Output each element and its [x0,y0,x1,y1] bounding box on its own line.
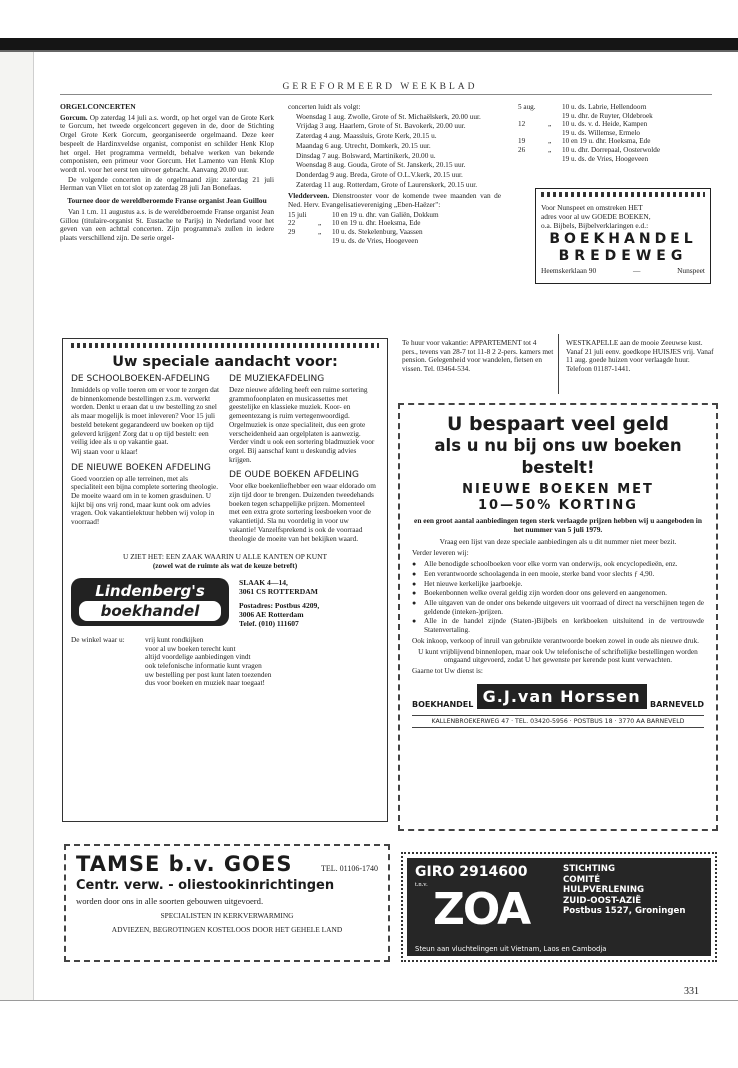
lindenberg-closing-item: altijd voordelige aanbiedingen vindt [145,652,251,662]
bredeweg-advertisement [535,188,711,284]
lindenberg-tagline-2: (zowel wat de ruimte als wat de keuze betreft) [152,561,298,571]
page-bottom-edge [0,1000,738,1001]
lindenberg-address-block [239,578,319,628]
classified-ad-2: WESTKAPELLE aan de mooie Zeeuwse kust. Vanaf 21 juli eenv. goedkope HUISJES vrij. Vanaf 11 aug. goede huizen voor verlaagde huur. Telefoon 01187-1441. [566,338,714,374]
horssen-binnenlopen: U kunt vrijblijvend binnenlopen, maar ook Uw telefonische of schriftelijke bestellingen worden omgaand uitgevoerd, zodat U het gewenste per kerende post kunt verwachten. [418,646,698,665]
vledderveen-lead: Vledderveen. [288,191,330,201]
roster-mark [548,103,562,112]
concert-item: Zaterdag 11 aug. Rotterdam, Grote of Laurenskerk, 20.15 uur. [296,179,478,189]
bredeweg-address-row [541,266,705,275]
tamse-line-1: Centr. verw. - oliestookinrichtingen [76,878,335,893]
tamse-title-row [76,852,378,876]
tamse-phone: TEL. 01106-1740 [320,864,378,873]
lindenberg-logo [71,578,229,626]
lindenberg-logo-bottom: boekhandel [79,601,221,621]
horssen-service-item: ● Boekenbonnen welke overal geldig zijn worden door ons geleverd en aangenomen. [412,589,704,598]
vledderveen-paragraph [288,192,501,209]
concert-item: Zaterdag 4 aug. Maassluis, Grote Kerk, 20.15 u. [296,131,437,141]
horssen-intro: en een groot aantal aanbiedingen tegen sterk verlaagde prijzen hebben wij u aangeboden in het nummer van 5 juli 1979. [414,516,702,534]
roster-entry: 10 u. dhr. Dorrepaal, Oosterwolde [562,145,661,154]
roster-mark: „ [548,137,552,146]
horssen-logo-right: BARNEVELD [649,699,704,709]
bredeweg-name-1: BOEKHANDEL [549,231,697,247]
roster-date: 22 [288,219,296,228]
bredeweg-city: Nunspeet [677,266,705,275]
horssen-service-item: ● Het nieuwe kerkelijke jaarboekje. [412,580,704,589]
roster-entry: 10 u. ds. Labrie, Hellendoorn [562,103,647,111]
roster-entry: 10 en 19 u. dhr. Hoeksma, Ede [562,137,651,146]
horssen-logo-left: BOEKHANDEL [412,699,474,709]
zoa-panel [407,858,711,956]
page-header-title: GEREFORMEERD WEEKBLAD [282,82,478,92]
roster-mark [318,211,332,220]
classified-divider [558,334,559,394]
article-text-1: Op zaterdag 14 juli a.s. wordt, op het orgel van de Grote Kerk te Gorcum, het tweede orgelconcert gegeven in de, door de Stichting Orgel Grote Kerk Gorcum, georganiseerde orgelmaand. Deze keer bespeelt de Hardinxveldse organist, componist en schilder Henk Klop het orgel. Het programma vermeldt, behalve werken van bekende componisten, een primeur voor Gorcum. Het Lamento van Henk Klop wordt nl. voor het eerst ten uitvoer gebracht. Aanvang 20.00 uur. [60,112,274,174]
lindenberg-address-3: Postadres: Postbus 4209, [239,601,320,611]
roster-mark: „ [318,219,322,228]
zoa-giro: GIRO 2914600 [415,864,528,880]
vledderveen-text: Dienstrooster voor de komende twee maanden van de Ned. Herv. Evangelisatievereniging „Eben-Haëzer": [288,191,501,210]
horssen-service-item: ● Een verantwoorde schoolagenda in een mooie, sterke band voor slechts ƒ 4,90. [412,570,704,579]
section-muziek-title: DE MUZIEKAFDELING [229,374,325,384]
article-paragraph-2: De volgende concerten in de orgelmaand zijn: zaterdag 21 juli Herman van Vliet en tot slot op zaterdag 28 juli Jan Bonefaas. [60,174,274,193]
lindenberg-sections [71,374,379,544]
roster-mark [548,112,562,121]
horssen-verder: Verder leveren wij: [412,548,469,558]
roster-mark: „ [548,120,552,129]
article-column-3 [518,103,718,163]
tamse-advertisement [64,844,390,962]
roster-date: 29 [288,227,296,236]
horssen-sub-2: 10—50% KORTING [478,498,638,513]
article-column-1 [60,103,274,244]
roster-date [518,155,548,164]
zoa-footer: Steun aan vluchtelingen uit Vietnam, Laos en Cambodja [415,945,607,953]
roster-entry: 19 u. ds. de Vries, Hoogeveen [562,154,649,163]
zoa-text-block [563,864,685,917]
section-schoolboeken-text: Inmiddels op volle toeren om er voor te zorgen dat de binnenkomende bestellingen z.s.m. verwerkt worden. Denkt u eraan dat u uw bestelling zo snel als maar mogelijk is moet inleveren? Voor 15 juli besteld betekent gegarandeerd uw boeken op tijd geleverd krijgen! Zorg dat u op tijd bestelt: een veilig idee als u op vakantie gaat. [71,385,219,447]
horssen-service-item: ● Alle in de handel zijnde (Staten-)Bijbels en kerkboeken uitsluitend in de vertrouwde Statenvertaling. [412,617,704,634]
classified-ad-1: Te huur voor vakantie: APPARTEMENT tot 4 pers., tevens van 28-7 tot 11-8 2 2-pers. kamers met pension. Gelegenheid voor wandelen, fietsen en vissen. Tel. 03464-534. [402,338,554,374]
lindenberg-closing-list [145,636,271,688]
lindenberg-advertisement [62,338,388,822]
service-roster-1 [288,211,501,245]
article-paragraph-1 [60,114,274,175]
horssen-sub-1: NIEUWE BOEKEN MET [462,482,654,497]
concert-list [288,113,501,190]
page-number: 331 [684,986,699,997]
section-oude-boeken-text: Voor elke boekenliefhebber een waar eldorado om zijn tijd door te brengen. Duizenden tweedehands boeken tegen schappelijke prijzen. Momenteel met een extra grote sortering leesboeken voor de vakantietijd. Sla nu voordelig in voor uw vakantie! Vanzelfsprekend is ook de voorraad theologie de moeite van het bekijken waard. [229,481,376,543]
tamse-name: TAMSE b.v. GOES [76,852,293,876]
bredeweg-line-3: o.a. Bijbels, Bijbelverklaringen e.d.: [541,221,649,230]
roster-date: 19 [518,137,526,146]
roster-mark: „ [548,145,552,154]
article-paragraph-3: Van 1 t.m. 11 augustus a.s. is de wereldberoemde Franse organist Jean Gillou (titulaire-organist St. Eustache te Parijs) in Nederland voor het geven van een achttal concerten. Zijn programma's zullen in iedere plaats verschillend zijn. De serie orgel- [60,206,274,242]
article-paragraph-4: concerten luidt als volgt: [288,102,361,111]
header-rule [60,94,712,95]
article-column-2 [288,103,501,245]
section-nieuwe-boeken-text: Goed voorzien op alle terreinen, met als specialiteit een bijna complete sortering theologie. De moeite waard om in te komen grasduinen. U kijkt bij ons vrij rond, maar kunt ook om advies vragen. Ook vakantielektuur hebben wij volop in voorraad! [71,473,219,527]
roster-mark [548,155,562,164]
horssen-logo-row [412,684,704,709]
horssen-service-item: ● Alle benodigde schoolboeken voor elke vorm van onderwijs, ook encyclopedieën, enz. [412,560,704,569]
horssen-logo-name: G.J.van Horssen [477,684,647,709]
lindenberg-closing-lead: De winkel waar u: [71,635,125,645]
zoa-logo: ZOA [433,884,530,935]
zoa-tnv: t.n.v. [415,881,428,888]
section-oude-boeken-title: DE OUDE BOEKEN AFDELING [229,470,359,481]
lindenberg-closing-item: voor al uw boeken terecht kunt [145,643,236,653]
horssen-headline-1: U bespaart veel geld [446,413,670,435]
horssen-headline-2: als u nu bij ons uw boeken bestelt! [434,436,682,477]
horssen-advertisement [398,403,718,831]
roster-date: 15 juli [288,210,307,219]
roster-mark: „ [318,227,322,236]
roster-date [288,237,318,246]
horssen-service-list [412,560,704,635]
zoa-text-line: COMITÉ [563,874,601,885]
roster-entry: 10 u. ds. Stekelenburg, Vaassen [332,227,423,236]
concert-item: Maandag 6 aug. Utrecht, Domkerk, 20.15 uur. [296,140,431,150]
horssen-address: KALLENBROEKERWEG 47 · TEL. 03420-5956 · POSTBUS 18 · 3770 AA BARNEVELD [412,715,704,728]
scan-edge-shadow [0,50,738,52]
roster-mark [318,237,332,246]
horssen-service-item: ● Alle uitgaven van de onder ons bekende uitgevers uit voorraad of direct na verschijnen tegen de geldende (inteken-)prijzen. [412,599,704,616]
roster-entry: 10 en 19 u. dhr. van Galiën, Dokkum [332,210,439,219]
concert-item: Woensdag 8 aug. Gouda, Grote of St. Janskerk, 20.15 uur. [296,160,466,170]
roster-entry: 10 en 19 u. dhr. Hoeksma, Ede [332,219,421,228]
tamse-line-2: worden door ons in alle soorten gebouwen uitgevoerd. [76,896,264,906]
section-schoolboeken-extra: Wij staan voor u klaar! [71,446,138,456]
tamse-line-4: ADVIEZEN, BEGROTINGEN KOSTELOOS DOOR HET GEHELE LAND [111,925,343,934]
scan-edge-bar [0,38,738,50]
lindenberg-closing-item: ook telefonische informatie kunt vragen [145,661,262,671]
roster-mark [548,129,562,138]
roster-date [518,112,548,121]
horssen-dienst: Gaarne tot Uw dienst is: [412,665,483,675]
zoa-text-line: STICHTING [563,864,616,874]
lindenberg-left-column [71,374,219,544]
concert-item: Vrijdag 3 aug. Haarlem, Grote of St. Bavokerk, 20.00 uur. [296,121,466,131]
concert-item: Dinsdag 7 aug. Bolsward, Martinikerk, 20.00 u. [296,150,436,160]
section-schoolboeken-title: DE SCHOOLBOEKEN-AFDELING [71,374,210,384]
ad-border-pattern [541,192,705,197]
lindenberg-logo-top: Lindenberg's [95,582,205,601]
zoa-text-line: HULPVERLENING [563,885,645,895]
bredeweg-address: Heemskerklaan 90 [541,266,597,275]
tamse-line-3: SPECIALISTEN IN KERKVERWARMING [160,911,294,920]
roster-entry: 19 u. ds. Willemse, Ermelo [562,128,641,137]
lindenberg-closing-item: uw bestelling per post kunt laten toezenden [145,669,272,679]
zoa-text-line: Postbus 1527, Groningen [563,906,686,916]
article-heading: ORGELCONCERTEN [60,102,136,111]
lindenberg-closing-item: dus voor boeken en muziek naar toegaat! [145,678,265,688]
lindenberg-address-1: SLAAK 4—14, [239,578,288,588]
lindenberg-tagline-1: U ZIET HET: EEN ZAAK WAARIN U ALLE KANTEN OP KUNT [123,552,327,562]
lindenberg-address-2: 3061 CS ROTTERDAM [239,587,318,597]
roster-entry: 10 u. ds. v. d. Heide, Kampen [562,120,648,129]
roster-date: 5 aug. [518,103,536,111]
roster-entry: 19 u. ds. de Vries, Hoogeveen [332,236,419,245]
lindenberg-logo-row [71,578,379,628]
roster-date: 26 [518,145,526,154]
zoa-text-line: ZUID-OOST-AZIË [563,895,642,906]
concert-item: Donderdag 9 aug. Breda, Grote of O.L.V.kerk, 20.15 uur. [296,169,463,179]
roster-date [518,129,548,138]
service-roster-2 [518,103,718,163]
horssen-request: Vraag een lijst van deze speciale aanbiedingen als u dit nummer niet meer bezit. [439,536,677,546]
horssen-inkoop: Ook inkoop, verkoop of inruil van gebruikte verantwoorde boeken zowel in oude als nieuwe druk. [412,635,699,645]
page-left-margin [0,52,34,1000]
zoa-advertisement [401,852,717,962]
lindenberg-address-4: 3006 AE Rotterdam [239,610,304,620]
bredeweg-name-2: BREDEWEG [558,248,688,264]
lindenberg-title: Uw speciale aandacht voor: [112,354,338,370]
section-muziek-text: Deze nieuwe afdeling heeft een ruime sortering grammofoonplaten en musicassettes met geestelijke en klassieke muziek. Koor- en gemeentezang is ruim vertegenwoordigd. Orgelmuziek is onze specialiteit, dus een grote verscheidenheid aan orgelplaten is aanwezig. Verder vindt u ook een sortering bladmuziek voor orgel. Bij aanschaf kunt u deskundig advies krijgen. [229,385,375,464]
lindenberg-right-column [229,374,377,544]
section-nieuwe-boeken-title: DE NIEUWE BOEKEN AFDELING [71,462,211,473]
article-lead-gorcum: Gorcum. [60,112,88,122]
concert-item: Woensdag 1 aug. Zwolle, Grote of St. Michaëlskerk, 20.00 uur. [296,111,481,121]
bredeweg-line-1: Voor Nunspeet en omstreken HET [541,203,643,212]
lindenberg-phone: Telef. (010) 111607 [239,619,299,629]
bredeweg-line-2: adres voor al uw GOEDE BOEKEN, [541,212,651,221]
roster-entry: 19 u. dhr. de Ruyter, Oldebroek [562,111,653,120]
article-subheading: Tournee door de wereldberoemde Franse organist Jean Guillou [67,196,267,206]
roster-date: 12 [518,120,526,129]
lindenberg-closing-item: vrij kunt rondkijken [145,635,204,645]
bredeweg-dash: — [632,266,641,275]
lindenberg-closing [71,636,379,688]
ad-border-pattern [71,343,379,348]
